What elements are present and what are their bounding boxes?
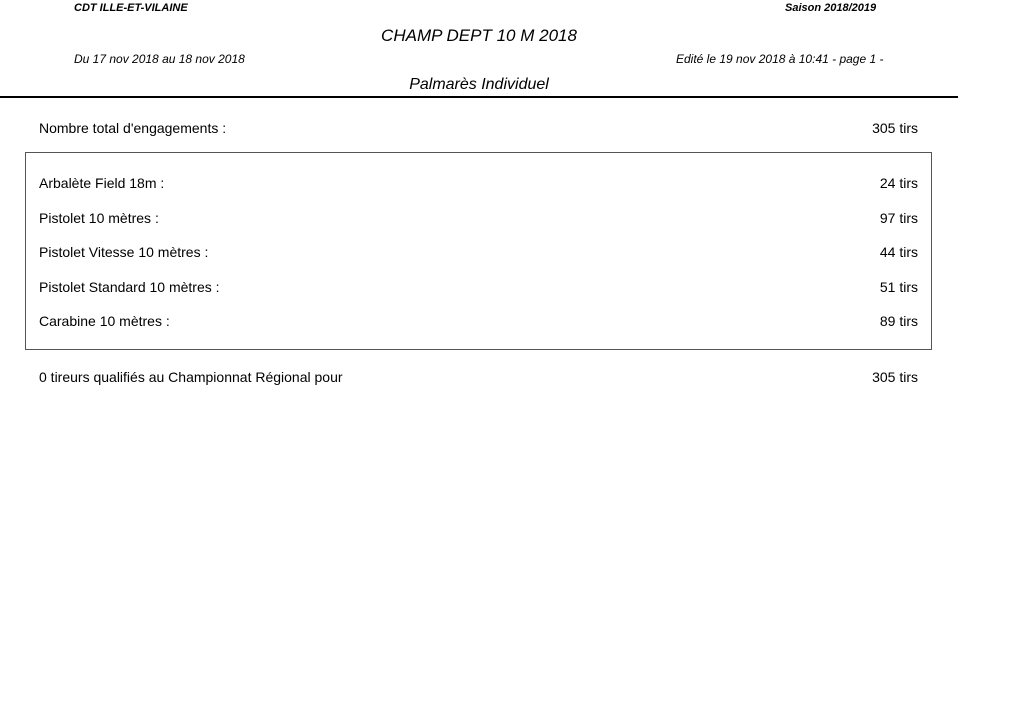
category-row	[39, 313, 918, 329]
qualified-label: 0 tireurs qualifiés au Championnat Régional pour	[39, 369, 343, 385]
category-row	[39, 175, 918, 191]
edition-info: Edité le 19 nov 2018 à 10:41 - page 1 -	[676, 52, 884, 66]
category-value: 97 tirs	[879, 210, 918, 226]
qualified-row	[39, 369, 918, 385]
category-label: Carabine 10 mètres :	[39, 313, 170, 329]
summary-row	[39, 120, 918, 136]
category-value: 51 tirs	[879, 279, 918, 295]
category-label: Arbalète Field 18m :	[39, 175, 165, 191]
category-label: Pistolet Standard 10 mètres :	[39, 279, 220, 295]
category-value: 44 tirs	[879, 244, 918, 260]
category-value: 24 tirs	[879, 175, 918, 191]
page-subtitle: Palmarès Individuel	[409, 76, 549, 93]
category-label: Pistolet 10 mètres :	[39, 210, 159, 226]
summary-label: Nombre total d'engagements :	[39, 120, 227, 136]
category-row	[39, 210, 918, 226]
page-title: CHAMP DEPT 10 M 2018	[381, 26, 577, 45]
date-range: Du 17 nov 2018 au 18 nov 2018	[74, 52, 245, 66]
organization-name: CDT ILLE-ET-VILAINE	[74, 2, 188, 14]
category-row	[39, 279, 918, 295]
category-value: 89 tirs	[879, 313, 918, 329]
qualified-value: 305 tirs	[872, 369, 918, 385]
header-divider	[0, 96, 958, 98]
category-label: Pistolet Vitesse 10 mètres :	[39, 244, 209, 260]
season-label: Saison 2018/2019	[785, 2, 877, 14]
summary-value: 305 tirs	[872, 120, 918, 136]
category-row	[39, 244, 918, 260]
